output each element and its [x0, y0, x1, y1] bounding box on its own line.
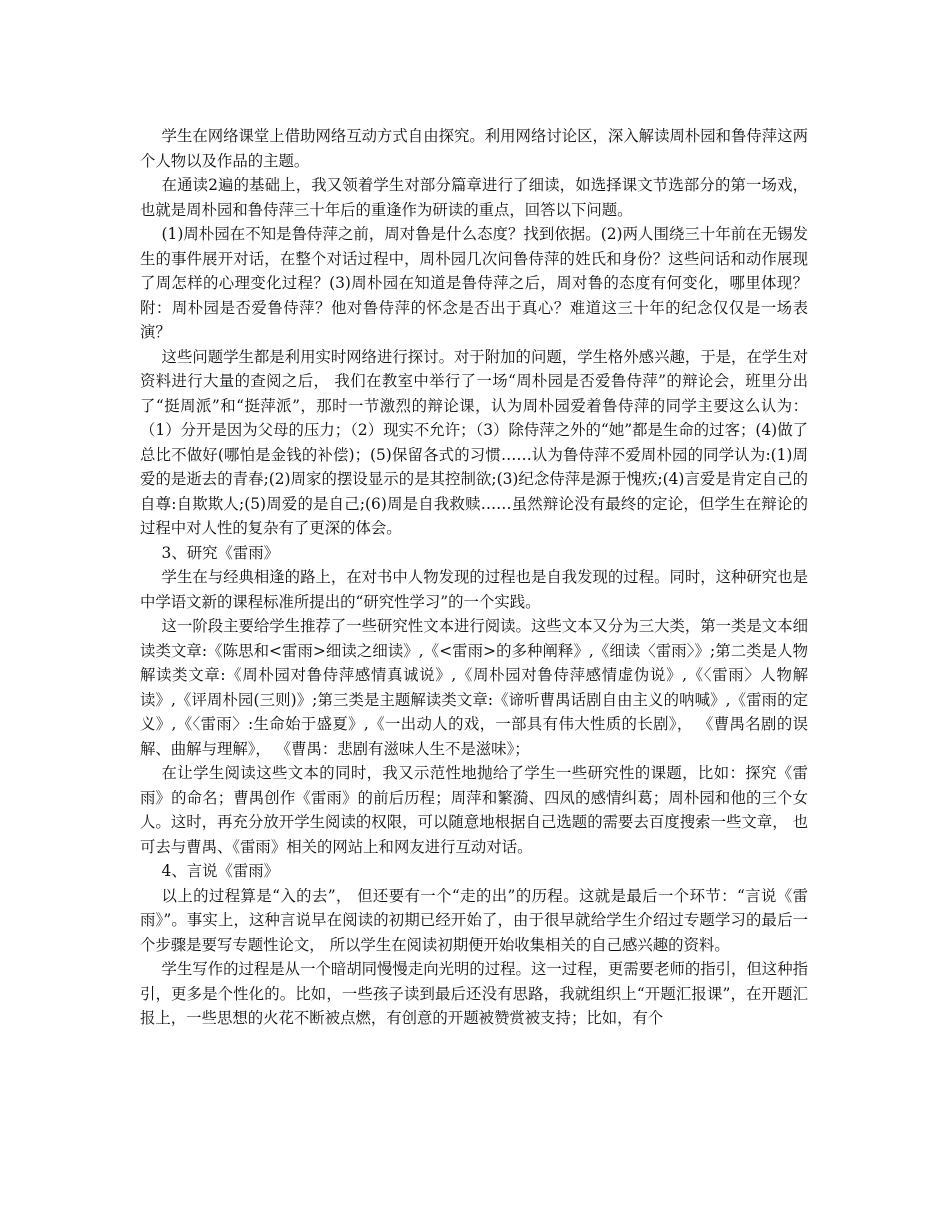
- paragraph: 这些问题学生都是利用实时网络进行探讨。对于附加的问题，学生格外感兴趣，于是，在学生对资料进行大量的查阅之后， 我们在教室中举行了一场“周朴园是否爱鲁侍萍”的辩论会，班里分出了“挺周派”和“挺萍派”，那时一节激烈的辩论课，认为周朴园爱着鲁侍萍的同学主要这么认为：（1）分开是因为父母的压力；（2）现实不允许；（3）除侍萍之外的“她”都是生命的过客；(4)做了总比不做好(哪怕是金钱的补偿)；(5)保留各式的习惯……认为鲁侍萍不爱周朴园的同学认为:(1)周爱的是逝去的青春;(2)周家的摆设显示的是其控制欲;(3)纪念侍萍是源于愧疚;(4)言爱是肯定自己的自尊:自欺欺人;(5)周爱的是自己;(6)周是自我救赎……虽然辩论没有最终的定论，但学生在辩论的过程中对人性的复杂有了更深的体会。: [140, 347, 808, 537]
- paragraph: 在通读2遍的基础上，我又领着学生对部分篇章进行了细读，如选择课文节选部分的第一场戏， 也就是周朴园和鲁侍萍三十年后的重逢作为研读的重点，回答以下问题。: [140, 176, 808, 219]
- paragraph: 学生写作的过程是从一个暗胡同慢慢走向光明的过程。这一过程，更需要老师的指引，但这种指引，更多是个性化的。比如，一些孩子读到最后还没有思路，我就组织上“开题汇报课”，在开题汇报上，一些思想的火花不断被点燃，有创意的开题被赞赏被支持；比如，有个: [140, 960, 808, 1027]
- paragraph: 学生在网络课堂上借助网络互动方式自由探究。利用网络讨论区，深入解读周朴园和鲁侍萍这两个人物以及作品的主题。: [140, 127, 808, 170]
- paragraph: 这一阶段主要给学生推荐了一些研究性文本进行阅读。这些文本又分为三大类，第一类是文本细读类文章:《陈思和<雷雨>细读之细读》,《<雷雨>的多种阐释》,《细读〈雷雨〉》;第二类是人物解读类文章:《周朴园对鲁侍萍感情真诚说》,《周朴园对鲁侍萍感情虚伪说》,《〈雷雨〉人物解读》,《评周朴园(三则)》;第三类是主题解读类文章:《谛听曹禺话剧自由主义的呐喊》,《雷雨的定义》,《〈雷雨〉:生命始于盛夏》,《一出动人的戏，一部具有伟大性质的长剧》， 《曹禺名剧的误解、曲解与理解》， 《曹禺：悲剧有滋味人生不是滋味》；: [140, 617, 808, 758]
- section-heading: 4、言说《雷雨》: [161, 862, 280, 880]
- paragraph: (1)周朴园在不知是鲁侍萍之前，周对鲁是什么态度？找到依据。(2)两人围绕三十年前在无锡发生的事件展开对话，在整个对话过程中，周朴园几次问鲁侍萍的姓氏和身份？这些问话和动作展现了周怎样的心理变化过程？(3)周朴园在知道是鲁侍萍之后，周对鲁的态度有何变化，哪里体现？附：周朴园是否爱鲁侍萍？他对鲁侍萍的怀念是否出于真心？难道这三十年的纪念仅仅是一场表演？: [140, 225, 808, 341]
- section-heading: 3、研究《雷雨》: [161, 543, 280, 562]
- paragraph: 在让学生阅读这些文本的同时，我又示范性地抛给了学生一些研究性的课题，比如：探究《雷雨》的命名；曹禺创作《雷雨》的前后历程；周萍和繁漪、四凤的感情纠葛；周朴园和他的三个女人。这时，再充分放开学生阅读的权限，可以随意地根据自己选题的需要去百度搜索一些文章， 也可去与曹禺、《雷雨》相关的网站上和网友进行互动对话。: [140, 764, 808, 856]
- paragraph: 学生在与经典相逢的路上，在对书中人物发现的过程也是自我发现的过程。同时，这种研究也是中学语文新的课程标准所提出的“研究性学习”的一个实践。: [140, 568, 808, 611]
- document-body: [140, 124, 808, 1031]
- paragraph: 以上的过程算是“入的去”， 但还要有一个“走的出”的历程。这就是最后一个环节：“言说《雷雨》”。事实上，这种言说早在阅读的初期已经开始了，由于很早就给学生介绍过专题学习的最后一个步骤是要写专题性论文， 所以学生在阅读初期便开始收集相关的自己感兴趣的资料。: [140, 886, 808, 954]
